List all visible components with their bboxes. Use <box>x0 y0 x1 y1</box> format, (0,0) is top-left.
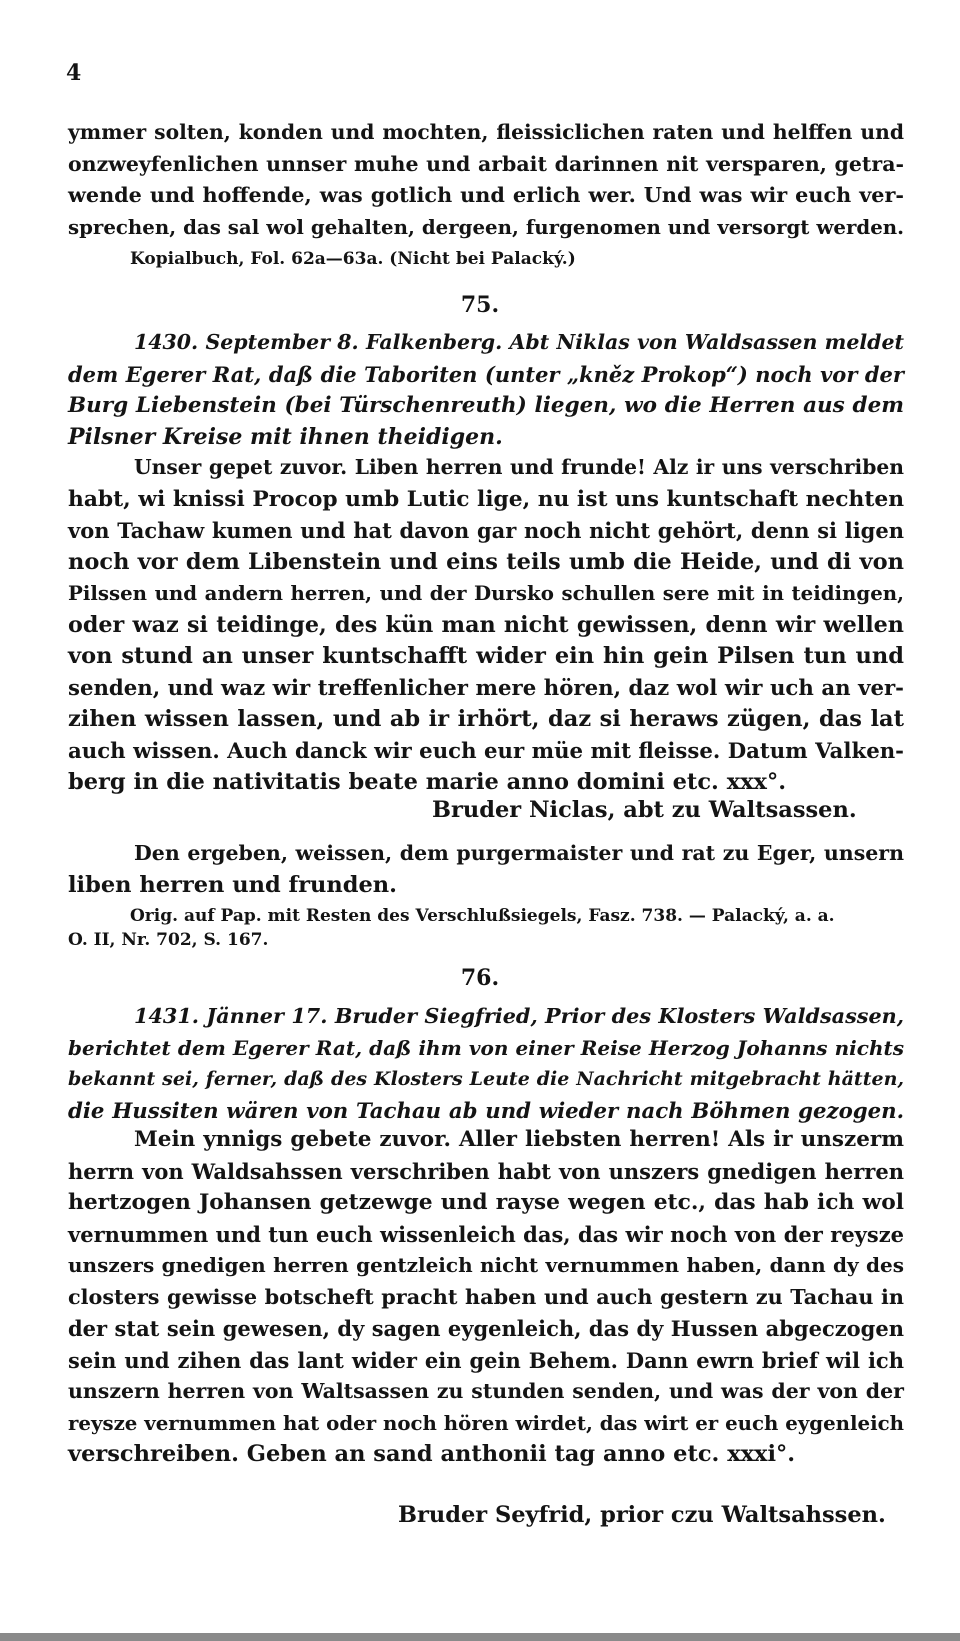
body-line: Mein ynnigs gebete zuvor. Aller liebsten herren! Als ir unszerm <box>134 1127 904 1152</box>
heading-line: bekannt sei, ferner, daß des Klosters Leute die Nachricht mitgebracht hätten, <box>68 1068 904 1090</box>
heading-line: die Hussiten wären von Tachau ab und wieder nach Böhmen gezogen. <box>68 1098 904 1124</box>
page-number: 4 <box>66 60 82 86</box>
body-line: auch wissen. Auch danck wir euch eur müe mit fleisse. Datum Valken- <box>68 738 904 764</box>
body-line: unszers gnedigen herren gentzleich nicht vernummen haben, dann dy des <box>68 1253 904 1277</box>
doc75-citation: Orig. auf Pap. mit Resten des Verschlußsiegels, Fasz. 738. — Palacký, a. a. <box>130 906 835 926</box>
doc75-signature: Bruder Niclas, abt zu Waltsassen. <box>432 797 857 823</box>
body-line: von stund an unser kuntschafft wider ein hin gein Pilsen tun und <box>68 643 904 669</box>
doc76-body <box>68 1124 904 1471</box>
body-line: vernummen und tun euch wissenleich das, das wir noch von der reysze <box>68 1221 904 1247</box>
address-line: liben herren und frunden. <box>68 871 397 898</box>
previous-document-text <box>68 117 904 243</box>
body-line: closters gewisse botscheft pracht haben und auch gestern zu Tachau in <box>68 1284 904 1309</box>
doc76-signature: Bruder Seyfrid, prior czu Waltsahssen. <box>398 1502 886 1528</box>
heading-line: 1430. September 8. Falkenberg. Abt Niklas von Waldsassen meldet <box>134 330 904 354</box>
body-line: senden, und waz wir treffenlicher mere hören, daz wol wir uch an ver- <box>68 675 904 701</box>
heading-line: Pilsner Kreise mit ihnen theidigen. <box>68 423 503 450</box>
body-line: zihen wissen lassen, und ab ir irhört, daz si heraws zügen, das lat <box>68 706 904 732</box>
address-line: Den ergeben, weissen, dem purgermaister und rat zu Eger, unsern <box>134 841 904 865</box>
doc75-body <box>68 452 904 799</box>
doc75-address <box>68 838 904 901</box>
body-line: sein und zihen das lant wider ein gein Behem. Dann ewrn brief wil ich <box>68 1347 904 1373</box>
body-line: hertzogen Johansen getzewge und rayse wegen etc., das hab ich wol <box>68 1190 904 1215</box>
document-number-75: 75. <box>460 292 500 318</box>
heading-line: 1431. Jänner 17. Bruder Siegfried, Prior des Klosters Waldsassen, <box>134 1004 904 1028</box>
body-line: oder waz si teidinge, des kün man nicht gewissen, denn wir wellen <box>68 611 904 638</box>
body-line: reysze vernummen hat oder noch hören wirdet, das wirt er euch eygenleich <box>68 1410 904 1435</box>
body-line: der stat sein gewesen, dy sagen eygenleich, das dy Hussen abgeczogen <box>68 1316 904 1341</box>
doc75-citation-continued: O. II, Nr. 702, S. 167. <box>68 930 269 950</box>
body-line: verschreiben. Geben an sand anthonii tag anno etc. xxxi°. <box>68 1441 796 1467</box>
text-line: wende und hoffende, was gotlich und erlich wer. Und was wir euch ver- <box>68 183 904 207</box>
body-line: von Tachaw kumen und hat davon gar noch nicht gehört, denn si ligen <box>68 518 904 543</box>
text-line: ymmer solten, konden und mochten, fleissiclichen raten und helffen und <box>68 120 904 144</box>
body-line: unszern herren von Waltsassen zu stunden senden, und was der von der <box>68 1379 904 1403</box>
body-line: noch vor dem Libenstein und eins teils umb die Heide, und di von <box>68 548 904 575</box>
heading-line: Burg Liebenstein (bei Türschenreuth) liegen, wo die Herren aus dem <box>68 393 904 418</box>
body-line: Pilssen und andern herren, und der Dursko schullen sere mit in teidingen, <box>68 581 904 605</box>
doc75-heading <box>68 327 904 453</box>
body-line: berg in die nativitatis beate marie anno domini etc. xxx°. <box>68 769 787 795</box>
body-line: Unser gepet zuvor. Liben herren und frunde! Alz ir uns verschriben <box>134 455 904 479</box>
body-line: herrn von Waldsahssen verschriben habt von unszers gnedigen herren <box>68 1158 904 1184</box>
text-line: sprechen, das sal wol gehalten, dergeen, furgenomen und versorgt werden. <box>68 214 904 239</box>
heading-line: berichtet dem Egerer Rat, daß ihm von einer Reise Herzog Johanns nichts <box>68 1035 904 1060</box>
text-line: onzweyfenlichen unnser muhe und arbait darinnen nit versparen, getra- <box>68 151 904 176</box>
scan-bottom-edge <box>0 1633 960 1641</box>
citation-kopialbuch: Kopialbuch, Fol. 62a—63a. (Nicht bei Palacký.) <box>130 249 576 269</box>
doc76-heading <box>68 1001 904 1127</box>
heading-line: dem Egerer Rat, daß die Taboriten (unter „kněz Prokop“) noch vor der <box>68 361 904 387</box>
body-line: habt, wi knissi Procop umb Lutic lige, nu ist uns kuntschaft nechten <box>68 486 905 512</box>
document-number-76: 76. <box>460 965 500 991</box>
